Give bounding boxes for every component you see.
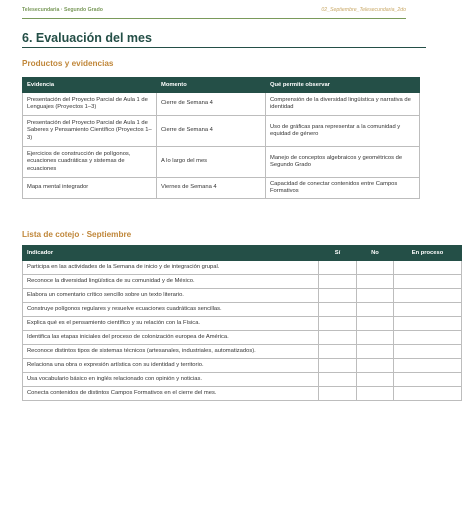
checkbox-en-proceso[interactable]: [394, 373, 462, 387]
cell-indicador: Relaciona una obra o expresión artística con su identidad y territorio.: [23, 359, 319, 373]
header-left: Telesecundaria · Segundo Grado: [22, 7, 103, 13]
col-que-permite: Qué permite observar: [266, 78, 420, 93]
table-row: [23, 116, 420, 147]
section-title: 6. Evaluación del mes: [22, 31, 152, 45]
checkbox-si[interactable]: [319, 261, 357, 275]
table-row: [23, 303, 462, 317]
cell-indicador: Identifica las etapas iniciales del proceso de colonización europea de América.: [23, 331, 319, 345]
checkbox-si[interactable]: [319, 359, 357, 373]
checklist-table: [22, 245, 462, 401]
col-en-proceso: En proceso: [394, 246, 462, 261]
checkbox-no[interactable]: [357, 359, 394, 373]
checkbox-en-proceso[interactable]: [394, 345, 462, 359]
checkbox-en-proceso[interactable]: [394, 289, 462, 303]
col-si: Sí: [319, 246, 357, 261]
checkbox-si[interactable]: [319, 289, 357, 303]
cell-observar: Uso de gráficas para representar a la comunidad y equidad de género: [266, 116, 420, 147]
products-header-row: [23, 78, 420, 93]
checklist-heading: Lista de cotejo · Septiembre: [22, 230, 132, 239]
cell-observar: Comprensión de la diversidad lingüística y narrativa de identidad: [266, 93, 420, 116]
cell-evidencia: Mapa mental integrador: [23, 178, 157, 199]
checkbox-si[interactable]: [319, 373, 357, 387]
checkbox-no[interactable]: [357, 261, 394, 275]
table-row: [23, 317, 462, 331]
checkbox-si[interactable]: [319, 275, 357, 289]
checkbox-en-proceso[interactable]: [394, 359, 462, 373]
cell-indicador: Elabora un comentario crítico sencillo sobre un texto literario.: [23, 289, 319, 303]
checkbox-si[interactable]: [319, 317, 357, 331]
col-no: No: [357, 246, 394, 261]
checkbox-no[interactable]: [357, 289, 394, 303]
cell-indicador: Explica qué es el pensamiento científico y su relación con la Física.: [23, 317, 319, 331]
checkbox-no[interactable]: [357, 317, 394, 331]
table-row: [23, 261, 462, 275]
cell-momento: Cierre de Semana 4: [157, 116, 266, 147]
header-right: 02_Septiembre_Telesecundaria_2do: [321, 7, 406, 13]
cell-momento: Cierre de Semana 4: [157, 93, 266, 116]
table-row: [23, 359, 462, 373]
products-heading: Productos y evidencias: [22, 59, 114, 68]
products-table: [22, 77, 420, 199]
checkbox-en-proceso[interactable]: [394, 303, 462, 317]
col-evidencia: Evidencia: [23, 78, 157, 93]
checkbox-no[interactable]: [357, 345, 394, 359]
checkbox-no[interactable]: [357, 275, 394, 289]
cell-indicador: Usa vocabulario básico en inglés relacionado con opinión y noticias.: [23, 373, 319, 387]
cell-evidencia: Presentación del Proyecto Parcial de Aula 1 de Saberes y Pensamiento Científico (Proyectos 1–3): [23, 116, 157, 147]
checkbox-en-proceso[interactable]: [394, 275, 462, 289]
checkbox-no[interactable]: [357, 331, 394, 345]
checkbox-si[interactable]: [319, 387, 357, 401]
table-row: [23, 289, 462, 303]
checkbox-si[interactable]: [319, 303, 357, 317]
checkbox-si[interactable]: [319, 331, 357, 345]
table-row: [23, 387, 462, 401]
page-header: [22, 6, 406, 19]
checkbox-no[interactable]: [357, 373, 394, 387]
cell-indicador: Conecta contenidos de distintos Campos Formativos en el cierre del mes.: [23, 387, 319, 401]
cell-indicador: Participa en las actividades de la Semana de inicio y de integración grupal.: [23, 261, 319, 275]
table-row: [23, 275, 462, 289]
cell-observar: Capacidad de conectar contenidos entre Campos Formativos: [266, 178, 420, 199]
checkbox-si[interactable]: [319, 345, 357, 359]
cell-indicador: Reconoce la diversidad lingüística de su comunidad y de México.: [23, 275, 319, 289]
checkbox-en-proceso[interactable]: [394, 387, 462, 401]
table-row: [23, 147, 420, 178]
col-indicador: Indicador: [23, 246, 319, 261]
table-row: [23, 345, 462, 359]
table-row: [23, 178, 420, 199]
cell-observar: Manejo de conceptos algebraicos y geométricos de Segundo Grado: [266, 147, 420, 178]
section-divider: [22, 47, 426, 48]
checkbox-en-proceso[interactable]: [394, 317, 462, 331]
cell-evidencia: Presentación del Proyecto Parcial de Aula 1 de Lenguajes (Proyectos 1–3): [23, 93, 157, 116]
checkbox-en-proceso[interactable]: [394, 331, 462, 345]
cell-momento: A lo largo del mes: [157, 147, 266, 178]
checkbox-no[interactable]: [357, 303, 394, 317]
checkbox-no[interactable]: [357, 387, 394, 401]
cell-indicador: Reconoce distintos tipos de sistemas técnicos (artesanales, industriales, automatizados).: [23, 345, 319, 359]
cell-momento: Viernes de Semana 4: [157, 178, 266, 199]
checklist-header-row: [23, 246, 462, 261]
cell-indicador: Construye polígonos regulares y resuelve ecuaciones cuadráticas sencillas.: [23, 303, 319, 317]
checkbox-en-proceso[interactable]: [394, 261, 462, 275]
cell-evidencia: Ejercicios de construcción de polígonos, ecuaciones cuadráticas y sistemas de ecuaciones: [23, 147, 157, 178]
table-row: [23, 93, 420, 116]
table-row: [23, 331, 462, 345]
table-row: [23, 373, 462, 387]
col-momento: Momento: [157, 78, 266, 93]
